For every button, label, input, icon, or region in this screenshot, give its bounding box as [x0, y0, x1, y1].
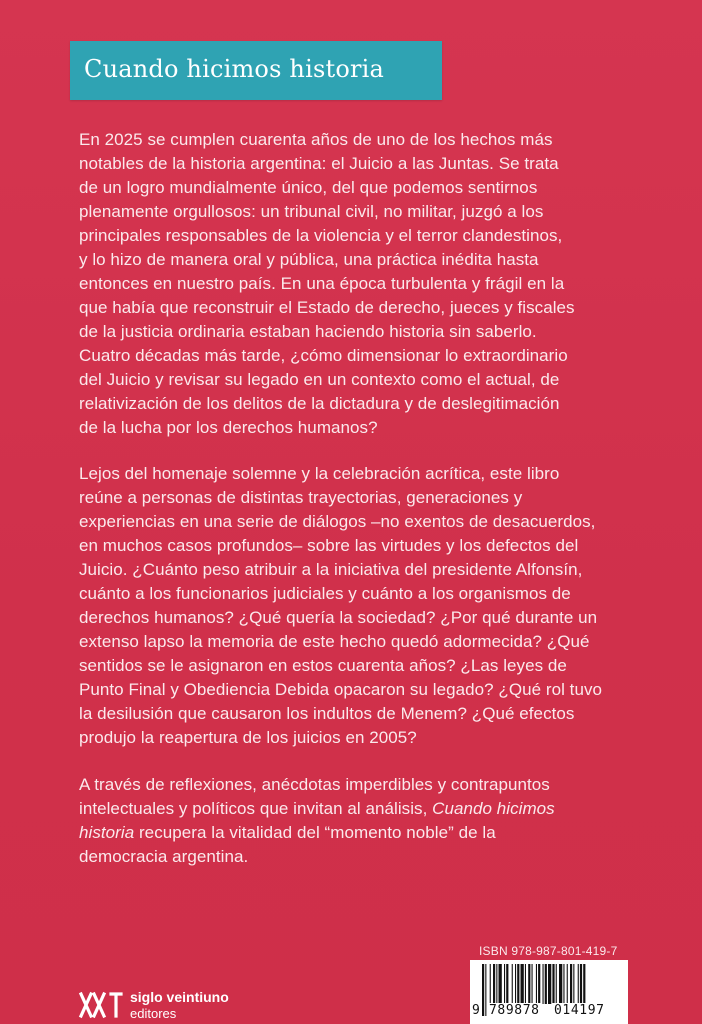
text-segment: intelectuales y políticos que invitan al análisis,	[79, 799, 433, 818]
publisher-subtitle: editores	[130, 1006, 177, 1021]
text-line: experiencias en una serie de diálogos –no exentos de desacuerdos,	[79, 512, 596, 531]
text-line: notables de la historia argentina: el Juicio a las Juntas. Se trata	[79, 154, 559, 173]
text-line: relativización de los delitos de la dictadura y de deslegitimación	[79, 394, 560, 413]
text-line: En 2025 se cumplen cuarenta años de uno de los hechos más	[79, 130, 553, 149]
text-line: Lejos del homenaje solemne y la celebración acrítica, este libro	[79, 464, 560, 483]
book-title: Cuando hicimos historia	[84, 55, 385, 83]
title-box	[70, 41, 442, 100]
text-line: reúne a personas de distintas trayectorias, generaciones y	[79, 488, 523, 507]
book-title-italic: historia	[79, 823, 135, 842]
barcode-digit-first: 9	[472, 1003, 480, 1018]
text-line: del Juicio y revisar su legado en un contexto como el actual, de	[79, 370, 560, 389]
text-line: Punto Final y Obediencia Debida opacaron su legado? ¿Qué rol tuvo	[79, 680, 603, 699]
text-line: de un logro mundialmente único, del que podemos sentirnos	[79, 178, 538, 197]
text-line: Cuatro décadas más tarde, ¿cómo dimensionar lo extraordinario	[79, 346, 568, 365]
barcode	[470, 960, 628, 1024]
isbn-label: ISBN 978-987-801-419-7	[479, 944, 618, 958]
text-line: A través de reflexiones, anécdotas imperdibles y contrapuntos	[79, 775, 550, 794]
text-line	[79, 797, 649, 821]
paragraph-1	[79, 128, 649, 440]
barcode-digits-left: 789878	[489, 1003, 540, 1018]
text-segment: recupera la vitalidad del “momento noble” de la	[134, 823, 496, 842]
text-line: de la justicia ordinaria estaban haciendo historia sin saberlo.	[79, 322, 537, 341]
text-line: derechos humanos? ¿Qué quería la sociedad? ¿Por qué durante un	[79, 608, 598, 627]
text-line	[79, 821, 649, 845]
barcode-digits-right: 014197	[554, 1003, 605, 1018]
text-line: y lo hizo de manera oral y pública, una práctica inédita hasta	[79, 250, 539, 269]
text-line: democracia argentina.	[79, 847, 249, 866]
text-line: de la lucha por los derechos humanos?	[79, 418, 378, 437]
text-line: sentidos se le asignaron en estos cuarenta años? ¿Las leyes de	[79, 656, 567, 675]
text-line: produjo la reapertura de los juicios en 2005?	[79, 728, 417, 747]
paragraph-3	[79, 773, 649, 869]
text-line: que había que reconstruir el Estado de derecho, jueces y fiscales	[79, 298, 575, 317]
text-line: en muchos casos profundos– sobre las virtudes y los defectos del	[79, 536, 579, 555]
text-line: plenamente orgullosos: un tribunal civil, no militar, juzgó a los	[79, 202, 544, 221]
publisher-name: siglo veintiuno	[130, 989, 229, 1005]
text-line: la desilusión que causaron los indultos de Menem? ¿Qué efectos	[79, 704, 575, 723]
barcode-digits	[470, 1002, 628, 1024]
text-line: entonces en nuestro país. En una época turbulenta y frágil en la	[79, 274, 565, 293]
text-line: cuánto a los funcionarios judiciales y cuánto a los organismos de	[79, 584, 571, 603]
book-title-italic: Cuando hicimos	[432, 799, 555, 818]
publisher-logo-icon	[78, 990, 124, 1020]
text-line: Juicio. ¿Cuánto peso atribuir a la iniciativa del presidente Alfonsín,	[79, 560, 583, 579]
paragraph-2	[79, 462, 649, 750]
text-line: extenso lapso la memoria de este hecho quedó adormecida? ¿Qué	[79, 632, 590, 651]
text-line: principales responsables de la violencia y el terror clandestinos,	[79, 226, 563, 245]
